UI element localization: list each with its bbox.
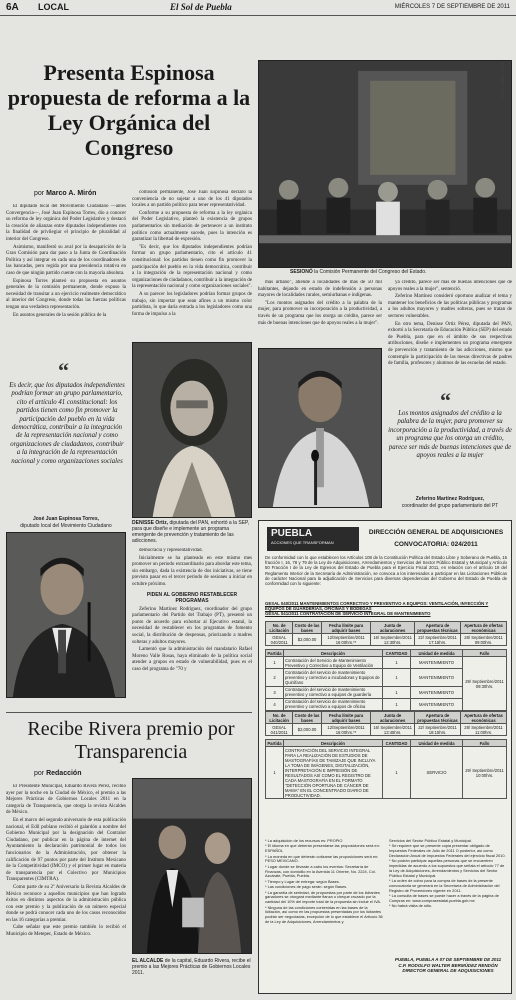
- cell: 1: [383, 686, 411, 698]
- rivera-photo-caption: [132, 958, 252, 976]
- cell: 2: [266, 669, 284, 686]
- paragraph: comisión permanente, José Juan Espinosa declaró la conveniencia de no sujetar a uno de los 41 diputados locales a un partido político para tener representatividad.: [132, 190, 252, 209]
- note: * La orden de cobro para la compra de bases de la presente convocatoria se generará en la Secretaría de Administración del Registro de Proveedores vigente en 2011.: [389, 878, 500, 893]
- col-header: Junta de aclaraciones: [371, 712, 414, 724]
- cell: MANTENIMIENTO: [411, 669, 463, 686]
- quote-2-name: Zeferino Martínez Rodríguez,: [415, 496, 485, 502]
- paragraph: A su parecer los legisladores podrían formar grupos de trabajo, sin importar que sean afines a un mismo color partidista, lo que daría entrada a los legisladores como una forma de impulso a la: [132, 291, 252, 317]
- page-header: [0, 0, 516, 16]
- quote-mark-icon: “: [58, 358, 69, 383]
- sign-name: C.P. RODOLFO WALTER BERMÚDEZ RENDÓN: [398, 962, 498, 968]
- note: * Las condiciones de pago serán: según Bases.: [265, 884, 348, 890]
- article-column-5: [388, 280, 512, 390]
- tender-1-table: [265, 621, 507, 646]
- cell: 1: [383, 657, 411, 669]
- cell: 3: [266, 686, 284, 698]
- paragraph: Inicialmente se ha planteado en este mismo mes promover un periodo extraordinario para abordar este tema, sin embargo, dada la existencia de dos iniciativas, se tiene previsto pasar en el tercer periodo de sesiones a iniciar en octubre próximo.: [132, 555, 252, 587]
- col-header: Apertura de propuestas técnicas: [414, 712, 460, 724]
- pull-quote-2: Los montos asignados del crédito a la palabra de la mujer, para promover su incorporación a la productividad, a través de un programa que los otorga un crédito, parece ser más de buenas intenciones que de apoyos reales a la mujer: [388, 410, 512, 460]
- masthead: El Sol de Puebla: [170, 2, 232, 12]
- cell: Contratación del Servicio de Mantenimiento Preventivo y Correctivo a Equipo de Ventilación: [284, 657, 383, 669]
- sign-role: DIRECTOR GENERAL DE ADQUISICIONES: [402, 968, 494, 974]
- cell: 1: [383, 747, 411, 799]
- subheading: PIDEN AL GOBIERNO RESTABLECER PROGRAMAS: [146, 591, 238, 604]
- paragraph: democracia y representatividad.: [139, 548, 203, 553]
- cell: 29/ Septiembre/2011 09:30hrs.: [463, 657, 507, 711]
- col-header: Junta de aclaraciones: [371, 622, 414, 634]
- col-header: CANTIDAD: [383, 650, 411, 657]
- caption-text: de la capital, Eduardo Rivera, recibe el premio a las Mejores Prácticas de Gobiernos Locales 2011.: [132, 958, 251, 976]
- section-name: LOCAL: [38, 2, 69, 12]
- cell: 29/ Septiembre/2011 10:00hrs.: [463, 747, 507, 799]
- cell: MANTENIMIENTO: [411, 698, 463, 710]
- byline-name: Marco A. Mirón: [46, 190, 97, 197]
- col-header: Unidad de medida: [411, 740, 463, 747]
- caption-lead: EL ALCALDE: [132, 958, 164, 964]
- col-header: Descripción: [284, 650, 383, 657]
- cell: 28/ Septiembre/2011 11:00hrs.: [461, 724, 507, 736]
- paragraph: El Presidente Municipal, Eduardo Rivera Pérez, recibió ayer por la noche en la Ciudad de México, el premio a las Mejores Prácticas de Gobiernos Locales 2011 en la categoría de Transparencia, que otorga la revista Alcaldes de México.: [6, 784, 126, 816]
- paragraph: El diputado local del Movimiento Ciudadano —antes Convergencia—, José Juan Espinosa Torres, dio a conocer su reforma de ley orgánica del Poder Legislativo y destacó la creación de alianzas entre diputados independientes con la finalidad de privilegiar el principio de pluralidad al interior del Congreso.: [6, 204, 126, 242]
- paragraph: Zeferino Martínez consideró oportuno analizar el tema y mantener los beneficios de las políticas públicas y programas a los adultos mayores y madres solteras, pues se tratan de sectores vulnerables.: [388, 294, 512, 319]
- zeferino-photo: [258, 348, 382, 508]
- sign-date: PUEBLA, PUEBLA A 07 DE SEPTIEMBRE DE 2011: [394, 957, 502, 962]
- table-row: [266, 657, 507, 669]
- col-header: Unidad de medida: [411, 650, 463, 657]
- cell: 1: [383, 669, 411, 686]
- caption-lead: SESIONÓ: [290, 269, 313, 275]
- cell: MANTENIMIENTO: [411, 657, 463, 669]
- cell: 12/Septiembre/2011 16:00hrs.**: [321, 724, 371, 736]
- col-header: Partida: [267, 650, 282, 656]
- article-column-1: [6, 204, 126, 336]
- col-header: Fallo: [463, 650, 507, 657]
- col-header: Fallo: [463, 740, 507, 747]
- article-column-4: [258, 280, 382, 346]
- col-header: No. de Licitación: [266, 712, 293, 724]
- cell: 22/ Septiembre/2011 17:15hrs.: [414, 634, 460, 646]
- col-header: CANTIDAD: [383, 740, 411, 747]
- note: * No habrá visita de sitio.: [389, 903, 433, 909]
- note: * El idioma en que deberán presentarse las proposiciones será en: ESPAÑOL: [265, 843, 380, 854]
- col-header: Costo de las bases: [294, 622, 320, 633]
- logo-text: PUEBLA: [271, 528, 313, 539]
- cell: 28/ Septiembre/2011 09:00hrs.: [461, 634, 507, 646]
- note: * La consulta de bases se puede hacer a través de la página de Compras en: www.comprasestatal.puebla.gob.mx: [389, 893, 499, 903]
- cell: Contratación del servicio de mantenimiento preventivo y correctivo a equipos de guardería: [284, 686, 383, 698]
- cell: 1: [266, 657, 284, 669]
- cell: 1: [266, 747, 284, 799]
- note: * La moneda en que deberán cotizarse las proposiciones será en: PESO MEXICANO.: [265, 853, 379, 864]
- caption-lead: DENISSE Ortiz,: [132, 520, 169, 526]
- note: * Lugar donde se llevarán a cabo los eventos: Secretaría de Finanzas, con domicilio en la Avenida 11 Oriente, No. 2224, Col. Azcárate, Puebla, Puebla.: [265, 863, 376, 879]
- paragraph: Cabe señalar que este premio también lo recibió el Municipio de Metepec, Estado de México.: [6, 925, 126, 938]
- tender-2-items: [265, 739, 507, 799]
- note: * La garantía de seriedad, de propuestas por parte de los licitantes ganadores se otorgará mediante fianza o cheque cruzado por la cantidad del 10% del importe total de la propuesta sin incluir el IVA.: [265, 889, 382, 905]
- col-header: Apertura de ofertas económicas: [461, 622, 507, 634]
- col-header: Apertura de ofertas económicas: [461, 712, 507, 724]
- note: * No podrán participar aquellas personas que se encuentren impedidas de acuerdo a los supuestos que señala el artículo 77 de la Ley de Adquisiciones, Arrendamientos y Servicios del Sector Público Estatal y Municipal.: [389, 858, 505, 878]
- notice-title: DIRECCIÓN GENERAL DE ADQUISICIONES: [368, 529, 504, 536]
- article-column-2: [132, 190, 252, 338]
- section-divider: [6, 712, 252, 713]
- quote-1-role: diputado local del Movimiento Ciudadano: [20, 523, 112, 529]
- caption-text: la Comisión Permanente del Congreso del Estado.: [312, 269, 427, 275]
- table-row: [266, 634, 507, 646]
- logo-tagline: ACCIONES QUE TRANSFORMAN: [271, 540, 334, 545]
- cell: 16/ Septiembre/2011 12:30hrs.: [371, 634, 414, 646]
- rivera-photo: [132, 778, 252, 954]
- paragraph: Como parte de su 2º Aniversario la Revista Alcaldes de México reconoce a aquellos municipios que han logrado éxitos en distintos aspectos de la administración pública con este premio y la publicación de un número especial donde se podrá conocer cada uno de los casos reconocidos en las 16 categorías a premiar.: [6, 884, 126, 923]
- paragraph: ya crédito, parece ser más de buenas intenciones que de apoyos reales a la mujer", sentenció.: [388, 280, 512, 292]
- paragraph: Asimismo, manifestó su aval por la desaparición de la Gran Comisión para dar paso a la Junta de Coordinación Política y así integrar en cada una de los coordinadores de las bancadas, pero regida por una presidencia rotativa en caso de que ningún partido cuente con la mayoría absoluta.: [6, 244, 126, 276]
- paragraph: En el marco del segundo aniversario de esta publicación nacional, el Edil poblano recibió el galardón a nombre del Gobierno Municipal por la designación del Contralor Ciudadano, por publicar en la página de internet del Ayuntamiento la declaración patrimonial de todos los funcionarios de la Administración, por obtener la calificación de 97 puntos por parte del Instituto Mexicano de la Competitividad (IMCO) y el primer lugar en materia de transparencia por el Colectivo por Municipios Transparentes (CIMTRA).: [6, 817, 126, 883]
- cell: Contratación del servicio de mantenimiento preventivo y correctivo a incubadoras y Equipos de Quirófano: [284, 669, 383, 686]
- note: * Ninguna de las condiciones contenidas en las bases de la licitación, así como en las propuestas presentadas por los licitantes podrán ser negociadas, excepción de lo que establece el Artículo 36 de la Ley de Adquisiciones, Arrendamientos y: [265, 904, 383, 924]
- paragraph: Espinosa Torres planteó su propuesta en asuntos generales de la comisión permanente, donde expuso la necesidad de transitar a un ejercicio realmente democrático al interior del Congreso, donde todas las fuerzas políticas tengan una verdadera representación.: [6, 278, 126, 310]
- col-header: Costo de las bases: [294, 712, 320, 723]
- paragraph: más urbano", atiende a localidades de más de 50 mil habitantes, dejando en estado de indefensión a personas mayores de localidades rurales, semiurbanas e indígenas.: [258, 280, 382, 299]
- pull-quote-1: Es decir, que los diputados independientes podrían formar un grupo parlamentario, cito el artículo 41 constitucional: los partidos tienen como fin promover la participación del pueblo en la vida democrática, contribuir a la integración de la representación nacional y como organizaciones de ciudadanos, contribuir a la integración de la representación nacional y como organizaciones sociales: [9, 382, 125, 465]
- procurement-notice: [258, 520, 512, 994]
- cell: GESAL 041/2011: [266, 724, 293, 736]
- paragraph: En otro tema, Denisse Ortiz Pérez, diputada del PAN, exhortó a la Secretaría de Educación Pública (SEP) del estado de Puebla, para que en el ámbito de sus respectivas atribuciones, diseñe e implementen un programa emergente de prevención y tratamiento de las adicciones, mismo que contemple la participación de las mesas directivas de padres de familia, profesores y alumnos de las escuelas del estado.: [388, 321, 512, 367]
- col-header: Fecha límite para adquirir bases: [321, 712, 371, 724]
- puebla-logo: [267, 527, 359, 551]
- quote-1-name: José Juan Espinosa Torres,: [32, 516, 100, 522]
- quote-2-role: coordinador del grupo parlamentario del PT: [401, 503, 499, 509]
- paragraph: "Los montos asignados del crédito a la palabra de la mujer, para promover su incorporación a la productividad, a través de un programa que los otorga un crédito, parece ser más de buenas intenciones que de apoyos reales a la mujer".: [258, 300, 382, 326]
- notice-notes-right: [389, 839, 507, 937]
- notice-signature: [389, 957, 507, 974]
- paragraph: Zeferino Martínez Rodríguez, coordinador del grupo parlamentario del Partido del Trabajo (PT), presentó un punto de acuerdo para exhortar al Ejecutivo estatal, la necesidad de restablecer en los programas de fomento social, la distribución de despensas, priorizando a madres solteras y adultos mayores.: [132, 606, 252, 645]
- paragraph: Lamentó que la administración del mandatario Rafael Moreno Valle Rosas, haya eliminado de la política social atender a grupos en estado de vulnerabilidad, pues es el caso del programa de "70 y: [132, 647, 252, 672]
- cell: SERVICIO: [411, 747, 463, 799]
- tender-1-items: [265, 649, 507, 711]
- cell: Contratación del servicio de mantenimiento preventivo y correctivo a equipos de oficina: [284, 698, 383, 710]
- session-photo-caption: [290, 269, 510, 275]
- session-photo: [258, 60, 512, 268]
- cell: GESAL 040/2011: [266, 634, 293, 646]
- cell: 12/Septiembre/2011 16:00hrs.**: [321, 634, 371, 646]
- col-header: Apertura de propuestas técnicas: [414, 622, 460, 634]
- caption-text: diputada del PAN, exhortó a la SEP, para que diseñe e implemente un programa emergente de prevención y tratamiento de las adicciones.: [132, 520, 250, 544]
- col-header: Partida: [267, 740, 282, 746]
- table-row: [266, 747, 507, 799]
- notice-intro: De conformidad con lo que establecen los Artículos 108 de la Constitución Política del Estado Libre y Soberano de Puebla, 15 fracción I, 16, 78 y 79 de la Ley de Adquisiciones, Arrendamientos y Servicios del Sector Público Estatal y Municipal y Artículo 50 Fracción I de la Ley de Egresos del Estado de Puebla para el Ejercicio Fiscal 2011, en relación con el artículo 19 del Reglamento Interior de la Secretaría de Administración, se convoca a los interesados a participar en las Licitaciones Públicas de carácter Nacional para la adjudicación de Servicios para diversas dependencias del Gobierno del Estado de Puebla de conformidad con lo siguiente:: [265, 555, 507, 587]
- cell: 4: [266, 698, 284, 710]
- note: Servicios del Sector Público Estatal y Municipal.: [389, 839, 472, 843]
- note: * La adquisición de los recursos es: PROPIO: [265, 839, 343, 843]
- byline-prefix: por: [34, 190, 45, 197]
- cell: MANTENIMIENTO: [411, 686, 463, 698]
- paragraph: "Es decir, que los diputados independientes podrían formar un grupo parlamentario, cito el artículo 41 constitucional: los partidos tienen como fin promover la participación del pueblo en la vida democrática, contribuir a la integración de la representación nacional y como organizaciones de ciudadanos, contribuir a la integración de la representación nacional y como organizaciones sociales".: [132, 244, 252, 290]
- article-2-body: [6, 784, 126, 996]
- cell: CONTRATACIÓN DEL SERVICIO INTEGRAL PARA LA REALIZACIÓN DE ESTUDIOS DE MASTOGRAFÍAS DE TAMIZAJE QUE INCLUYA LA TOMA DE IMÁGENES, DIGITALIZACIÓN, INTERPRETACIÓN E IMPRESIÓN DE RESULTADOS ASÍ COMO EL REGISTRO DE CADA MASTOGRAFÍA EN EL FORMATO "DETECCIÓN OPORTUNA DE CÁNCER DE MAMA" EN EL CONCENTRADO DIARIO DE PRODUCTIVIDAD.: [284, 747, 383, 799]
- cell: 16/ Septiembre/2011 13:45hrs.: [371, 724, 414, 736]
- article-2-headline: Recibe Rivera premio por Transparencia: [27, 718, 235, 763]
- paragraph: En asuntos generales de la sesión pública de la: [13, 312, 107, 318]
- quote-mark-icon: “: [440, 388, 451, 413]
- col-header: Descripción: [284, 740, 383, 747]
- notice-convocatoria: CONVOCATORIA: 024/2011: [394, 541, 478, 548]
- article-column-3: [132, 548, 252, 706]
- photo-credit: Foto: Javier Pérez: [500, 62, 505, 99]
- paragraph: Conforme a su propuesta de reforma a la ley orgánica del Poder Legislativo, planteó la existencia de grupos parlamentarios sin mediación de pertenecer a un instituto político como actualmente sucede, pues la intención es garantizar la libertad de expresión.: [132, 210, 252, 243]
- byline-name: Redacción: [46, 770, 82, 777]
- article-2-byline: [34, 770, 81, 777]
- tender-2-title: GESAL 041/2011 CONTRATACIÓN DE SERVICIO INTEGRAL DE MANTENIMIENTO: [265, 611, 431, 616]
- notice-notes-left: [265, 839, 383, 957]
- col-header: No. de Licitación: [266, 622, 293, 634]
- espinosa-photo: [6, 532, 126, 698]
- denisse-photo: [132, 342, 252, 518]
- article-headline: Presenta Espinosa propuesta de reforma a la Ley Orgánica del Congreso: [7, 60, 251, 160]
- cell: $2,000.00: [293, 634, 321, 646]
- cell: $2,000.00: [293, 724, 321, 736]
- cell: 22/ Septiembre/2011 18:15hrs.: [414, 724, 460, 736]
- col-header: Fecha límite para adquirir bases: [321, 622, 371, 634]
- issue-date: MIÉRCOLES 7 DE SEPTIEMBRE DE 2011: [394, 4, 510, 10]
- note: * Se requiere que se presente copia presentar obligado de Impuestos Federales de Julio de 2011 O posterior, así como Declaración Anual de Impuestos Federales del ejercicio fiscal 2010.: [389, 843, 506, 858]
- byline-prefix: por: [34, 770, 45, 777]
- table-row: [266, 724, 507, 736]
- note: * Tiempo y Lugar de entrega: según Bases.: [265, 878, 340, 884]
- denisse-photo-caption: [132, 520, 252, 544]
- article-byline: [34, 190, 96, 197]
- tender-1-title: GESAL 040/2011 MANTENIMIENTOS CORRECTIVO Y PREVENTIVO A EQUIPOS: VENTILACIÓN, INYECCIÓN Y EQUIPOS DE GUARDERÍAS, OFICINAS Y BODEGAS: [265, 601, 489, 611]
- tender-2-table: [265, 711, 507, 736]
- page-number: 6A: [6, 2, 19, 13]
- cell: 1: [383, 698, 411, 710]
